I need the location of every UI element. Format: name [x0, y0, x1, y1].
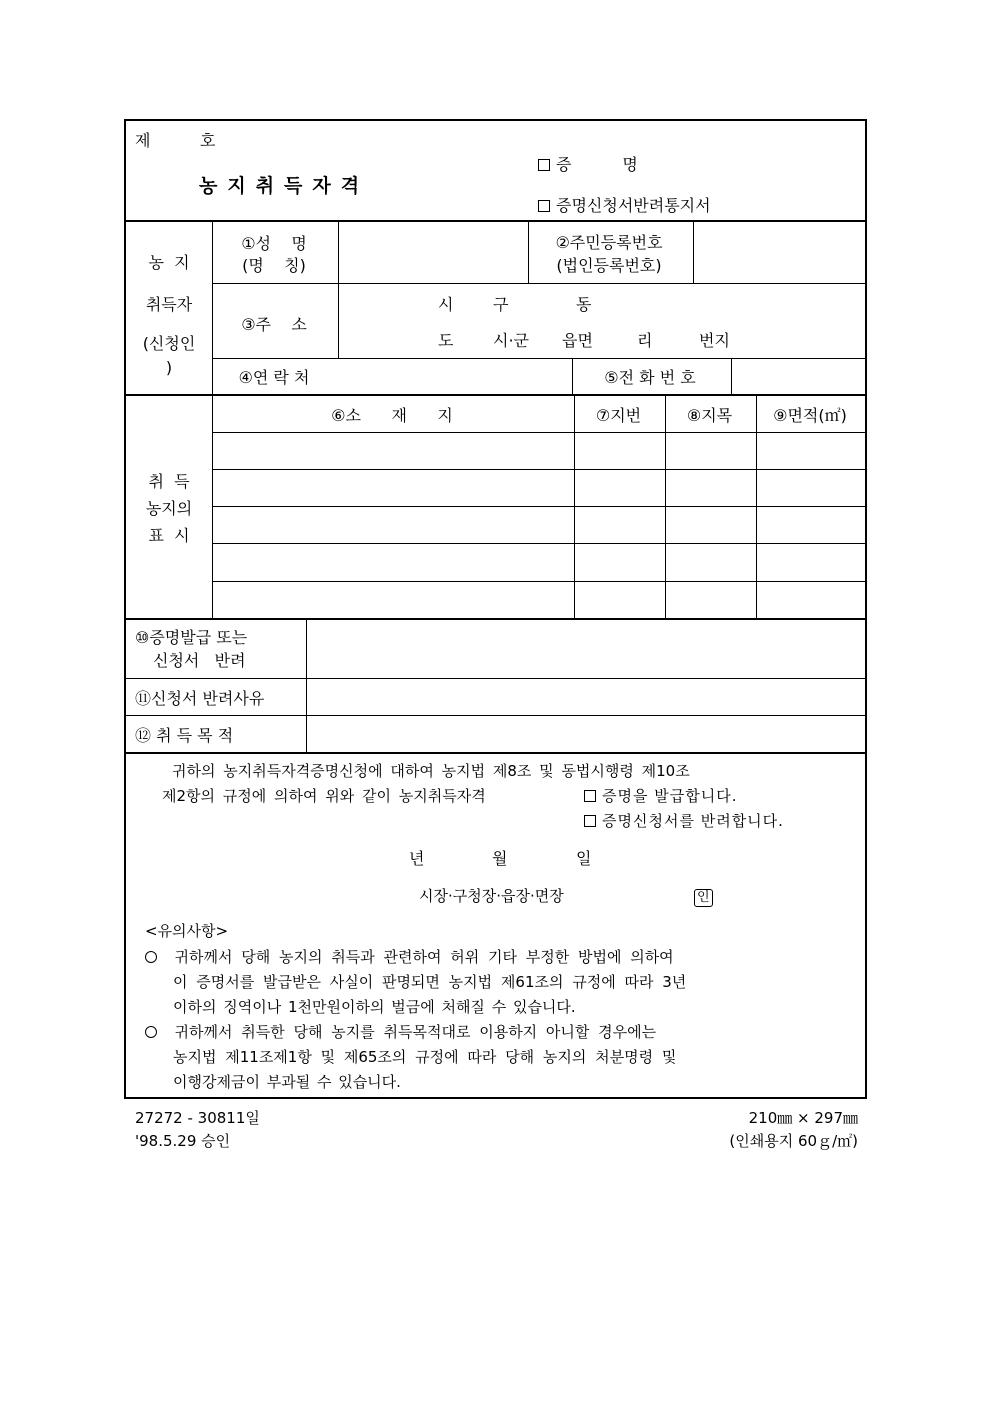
certificate-option[interactable]	[538, 152, 638, 175]
bullet-circle-icon	[145, 951, 157, 963]
notice-text: 제2항의 규정에 의하여 위와 같이 농지취득자격	[162, 787, 486, 805]
address-gu: 구	[493, 295, 509, 314]
bullet-circle-icon	[145, 1026, 157, 1038]
divider	[212, 469, 865, 470]
form-title: 농지취득자격	[199, 175, 370, 197]
registration-number-field[interactable]	[692, 222, 865, 283]
divider	[574, 395, 575, 619]
return-application-option[interactable]	[584, 810, 784, 831]
official-seal	[694, 886, 713, 907]
date-day: 일	[576, 849, 592, 868]
date-month: 월	[492, 849, 508, 868]
lot-number-column-header: ⑦지번	[595, 406, 642, 425]
farmland-section-label: 농지의	[145, 499, 193, 518]
issuance-label: ⑩증명발급 또는	[135, 628, 248, 647]
return-notice-option[interactable]	[538, 193, 711, 216]
address-sigun: 시·군	[493, 331, 529, 350]
acquisition-purpose-field[interactable]	[306, 715, 865, 751]
date-year: 년	[409, 849, 425, 868]
caution-text: 이하의 징역이나 1천만원이하의 벌금에 처해질 수 있습니다.	[173, 998, 576, 1016]
form-code: 27272 - 30811일	[135, 1109, 260, 1127]
issuance-field[interactable]	[306, 619, 865, 677]
location-column-header: ⑥소 재 지	[331, 406, 453, 425]
checkbox-icon[interactable]	[538, 200, 550, 212]
notice-text: 귀하의 농지취득자격증명신청에 대하여 농지법 제8조 및 동법시행령 제10조	[172, 762, 690, 780]
land-category-column-header: ⑧지목	[686, 406, 733, 425]
issuer-title: 시장·구청장·읍장·면장	[419, 887, 564, 905]
divider	[126, 394, 865, 396]
caution-text: 귀하께서 취득한 당해 농지를 취득목적대로 이용하지 아니할 경우에는	[174, 1023, 657, 1041]
phone-field[interactable]	[730, 358, 865, 393]
phone-label: ⑤전 화 번 호	[604, 368, 696, 387]
address-dong: 동	[576, 295, 592, 314]
divider	[212, 543, 865, 544]
caution-text: 이 증명서를 발급받은 사실이 판명되면 농지법 제61조의 규정에 따라 3년	[173, 973, 687, 991]
issuance-label-sub: 신청서 반려	[153, 651, 246, 670]
approval-date: '98.5.29 승인	[135, 1132, 231, 1150]
applicant-section-label: )	[165, 358, 173, 377]
divider	[756, 395, 757, 619]
caution-text: 귀하께서 당해 농지의 취득과 관련하여 허위 기타 부정한 방법에 의하여	[174, 948, 674, 966]
divider	[665, 395, 666, 619]
caution-item	[145, 1021, 656, 1042]
address-label: ③주 소	[241, 315, 307, 334]
address-do: 도	[438, 331, 454, 350]
caution-text: 농지법 제11조제1항 및 제65조의 규정에 따라 당해 농지의 처분명령 및	[173, 1048, 677, 1066]
document-number-label: 제	[135, 131, 151, 150]
divider	[212, 581, 865, 582]
paper-weight: (인쇄용지 60ｇ/㎡)	[729, 1132, 858, 1150]
return-reason-field[interactable]	[306, 678, 865, 714]
name-label-sub: (명 칭)	[242, 256, 306, 275]
contact-field[interactable]	[338, 358, 570, 393]
address-ri: 리	[637, 331, 653, 350]
certificate-option-label: 증 명	[556, 155, 638, 174]
area-column-header: ⑨면적(㎡)	[773, 406, 847, 425]
divider	[212, 283, 865, 284]
paper-size: 210㎜ × 297㎜	[748, 1109, 858, 1127]
address-bunji: 번지	[699, 331, 730, 350]
checkbox-icon[interactable]	[538, 159, 550, 171]
divider	[126, 752, 865, 754]
caution-text: 이행강제금이 부과될 수 있습니다.	[173, 1073, 401, 1091]
return-notice-option-label: 증명신청서반려통지서	[556, 196, 711, 215]
checkbox-icon[interactable]	[584, 790, 596, 802]
acquisition-purpose-label: ⑫ 취 득 목 적	[135, 726, 234, 745]
applicant-section-label: 취득자	[145, 295, 193, 314]
applicant-section-label: (신청인	[142, 334, 196, 353]
document-number-suffix: 호	[200, 131, 216, 150]
divider	[212, 432, 865, 433]
address-eupmyeon: 읍면	[562, 331, 593, 350]
address-si: 시	[438, 295, 454, 314]
return-reason-label: ⑪신청서 반려사유	[135, 689, 265, 708]
seal-mark: 인	[694, 889, 713, 907]
divider	[212, 506, 865, 507]
issue-certificate-option[interactable]	[584, 785, 737, 806]
return-application-label: 증명신청서를 반려합니다.	[602, 812, 784, 830]
issue-certificate-label: 증명을 발급합니다.	[602, 787, 738, 805]
name-label: ①성 명	[241, 234, 307, 253]
farmland-section-label: 표 시	[148, 526, 190, 545]
contact-label: ④연 락 처	[238, 368, 310, 387]
caution-title: <유의사항>	[145, 922, 229, 940]
name-field[interactable]	[338, 222, 526, 283]
registration-number-label: ②주민등록번호	[555, 233, 663, 252]
applicant-section-label: 농 지	[148, 253, 190, 272]
registration-number-label-sub: (법인등록번호)	[556, 256, 662, 275]
farmland-section-label: 취 득	[148, 472, 190, 491]
checkbox-icon[interactable]	[584, 815, 596, 827]
caution-item	[145, 946, 674, 967]
